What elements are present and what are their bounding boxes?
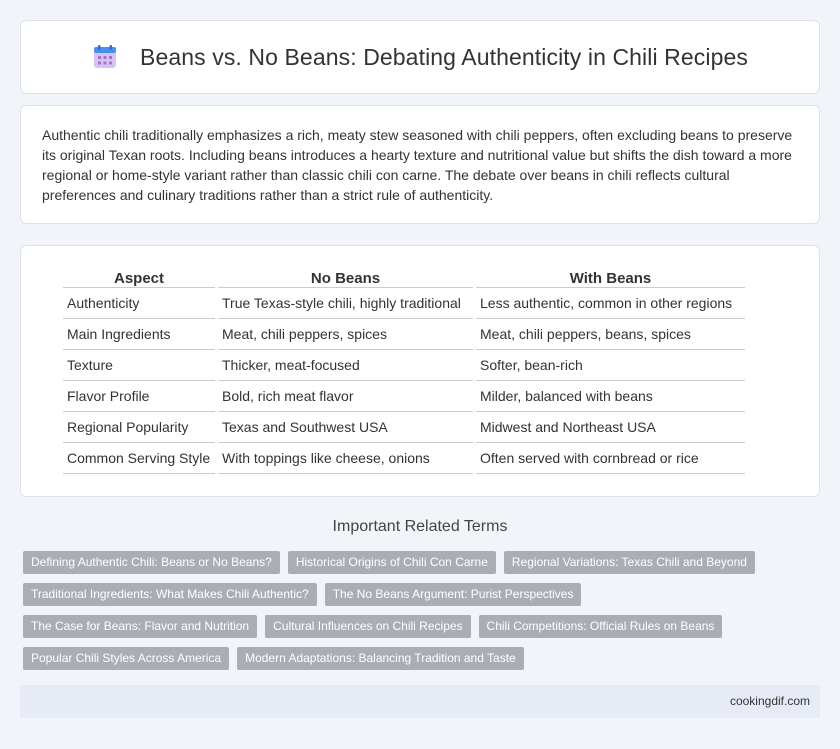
footer-site-name[interactable]: cookingdif.com <box>729 694 810 708</box>
table-row <box>63 381 745 412</box>
intro-card <box>20 105 820 224</box>
related-term-tag[interactable]: Popular Chili Styles Across America <box>23 647 229 670</box>
related-term-tag[interactable]: Historical Origins of Chili Con Carne <box>288 551 496 574</box>
page-title: Beans vs. No Beans: Debating Authenticity in Chili Recipes <box>140 43 748 70</box>
table-row <box>63 443 745 474</box>
intro-text: Authentic chili traditionally emphasizes a rich, meaty stew seasoned with chili peppers, often excluding beans to preserve its original Texan roots. Including beans introduces a hearty texture and nutritional value but shifts the dish toward a more regional or home-style variant rather than classic chili con carne. The debate over beans in chili reflects cultural preferences and culinary traditions rather than a strict rule of authenticity. <box>42 127 793 203</box>
table-cell: Flavor Profile <box>63 381 215 412</box>
table-cell: Bold, rich meat flavor <box>218 381 473 412</box>
related-term-tag[interactable]: Modern Adaptations: Balancing Tradition and Taste <box>237 647 524 670</box>
table-cell: Regional Popularity <box>63 412 215 443</box>
related-terms-list <box>23 551 823 679</box>
table-row <box>63 288 745 319</box>
table-cell: Meat, chili peppers, beans, spices <box>476 319 745 350</box>
calendar-icon <box>92 44 118 70</box>
table-header-row <box>63 266 745 288</box>
table-row <box>63 319 745 350</box>
comparison-table-card <box>20 245 820 497</box>
column-header-no-beans: No Beans <box>218 266 473 288</box>
related-term-tag[interactable]: The Case for Beans: Flavor and Nutrition <box>23 615 257 638</box>
related-term-tag[interactable]: Regional Variations: Texas Chili and Beyond <box>504 551 755 574</box>
table-cell: Texas and Southwest USA <box>218 412 473 443</box>
header-card <box>20 20 820 94</box>
table-row <box>63 350 745 381</box>
related-term-tag[interactable]: Traditional Ingredients: What Makes Chili Authentic? <box>23 583 317 606</box>
table-cell: Softer, bean-rich <box>476 350 745 381</box>
related-term-tag[interactable]: Defining Authentic Chili: Beans or No Beans? <box>23 551 280 574</box>
table-cell: Thicker, meat-focused <box>218 350 473 381</box>
table-cell: With toppings like cheese, onions <box>218 443 473 474</box>
related-term-tag[interactable]: Cultural Influences on Chili Recipes <box>265 615 470 638</box>
table-cell: Meat, chili peppers, spices <box>218 319 473 350</box>
table-cell: True Texas-style chili, highly traditional <box>218 288 473 319</box>
table-row <box>63 412 745 443</box>
table-cell: Main Ingredients <box>63 319 215 350</box>
column-header-with-beans: With Beans <box>476 266 745 288</box>
related-term-tag[interactable]: Chili Competitions: Official Rules on Beans <box>479 615 723 638</box>
table-cell: Texture <box>63 350 215 381</box>
table-cell: Midwest and Northeast USA <box>476 412 745 443</box>
table-cell: Milder, balanced with beans <box>476 381 745 412</box>
table-cell: Often served with cornbread or rice <box>476 443 745 474</box>
column-header-aspect: Aspect <box>63 266 215 288</box>
comparison-table <box>60 266 748 474</box>
table-cell: Authenticity <box>63 288 215 319</box>
footer <box>20 685 820 718</box>
related-terms-title: Important Related Terms <box>332 518 508 535</box>
table-cell: Common Serving Style <box>63 443 215 474</box>
table-cell: Less authentic, common in other regions <box>476 288 745 319</box>
related-term-tag[interactable]: The No Beans Argument: Purist Perspectives <box>325 583 582 606</box>
